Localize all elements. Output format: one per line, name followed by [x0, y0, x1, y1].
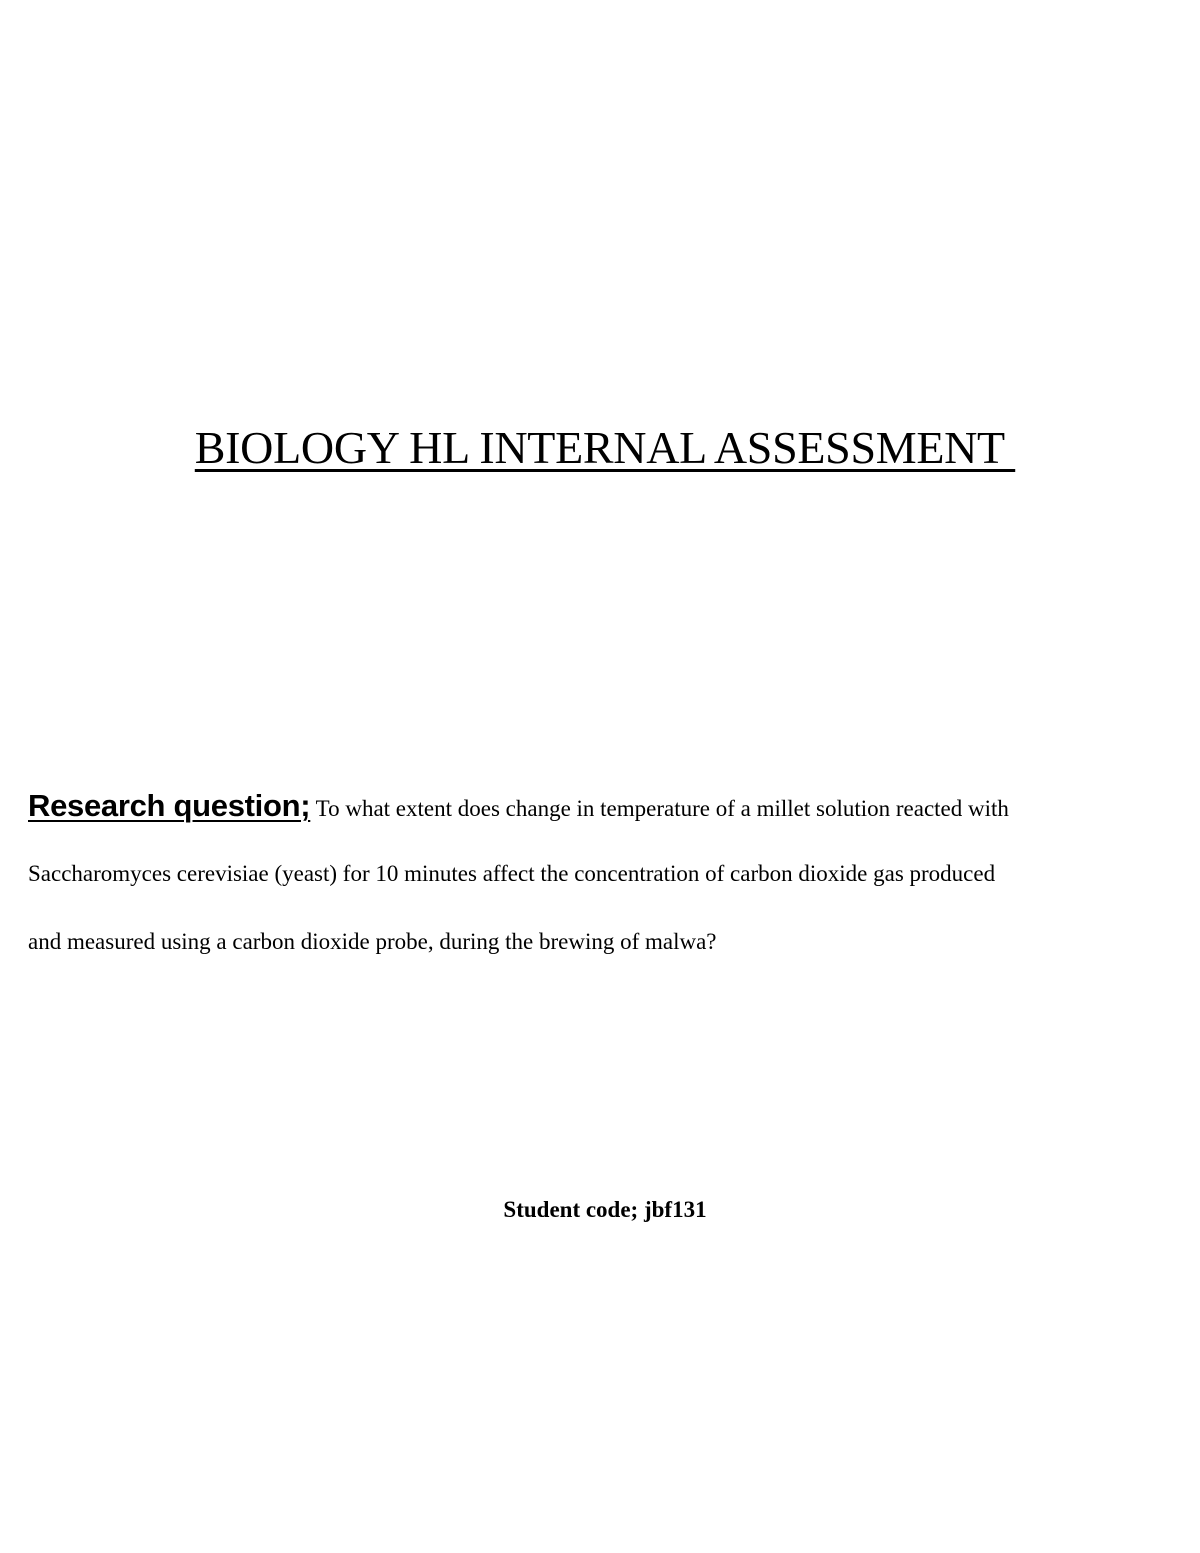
research-question-text-1: To what extent does change in temperature of a millet solution reacted with — [315, 796, 1009, 821]
research-question-text-2: Saccharomyces cerevisiae (yeast) for 10 minutes affect the concentration of carbon dioxide gas produced — [28, 861, 996, 886]
research-question-block — [28, 772, 1188, 976]
student-code: Student code; jbf131 — [503, 1197, 707, 1222]
document-title: BIOLOGY HL INTERNAL ASSESSMENT — [194, 422, 1016, 473]
research-question-label: Research question; — [28, 788, 311, 823]
research-question-line-1 — [28, 772, 1188, 840]
research-question-text-3: and measured using a carbon dioxide probe, during the brewing of malwa? — [28, 929, 717, 954]
